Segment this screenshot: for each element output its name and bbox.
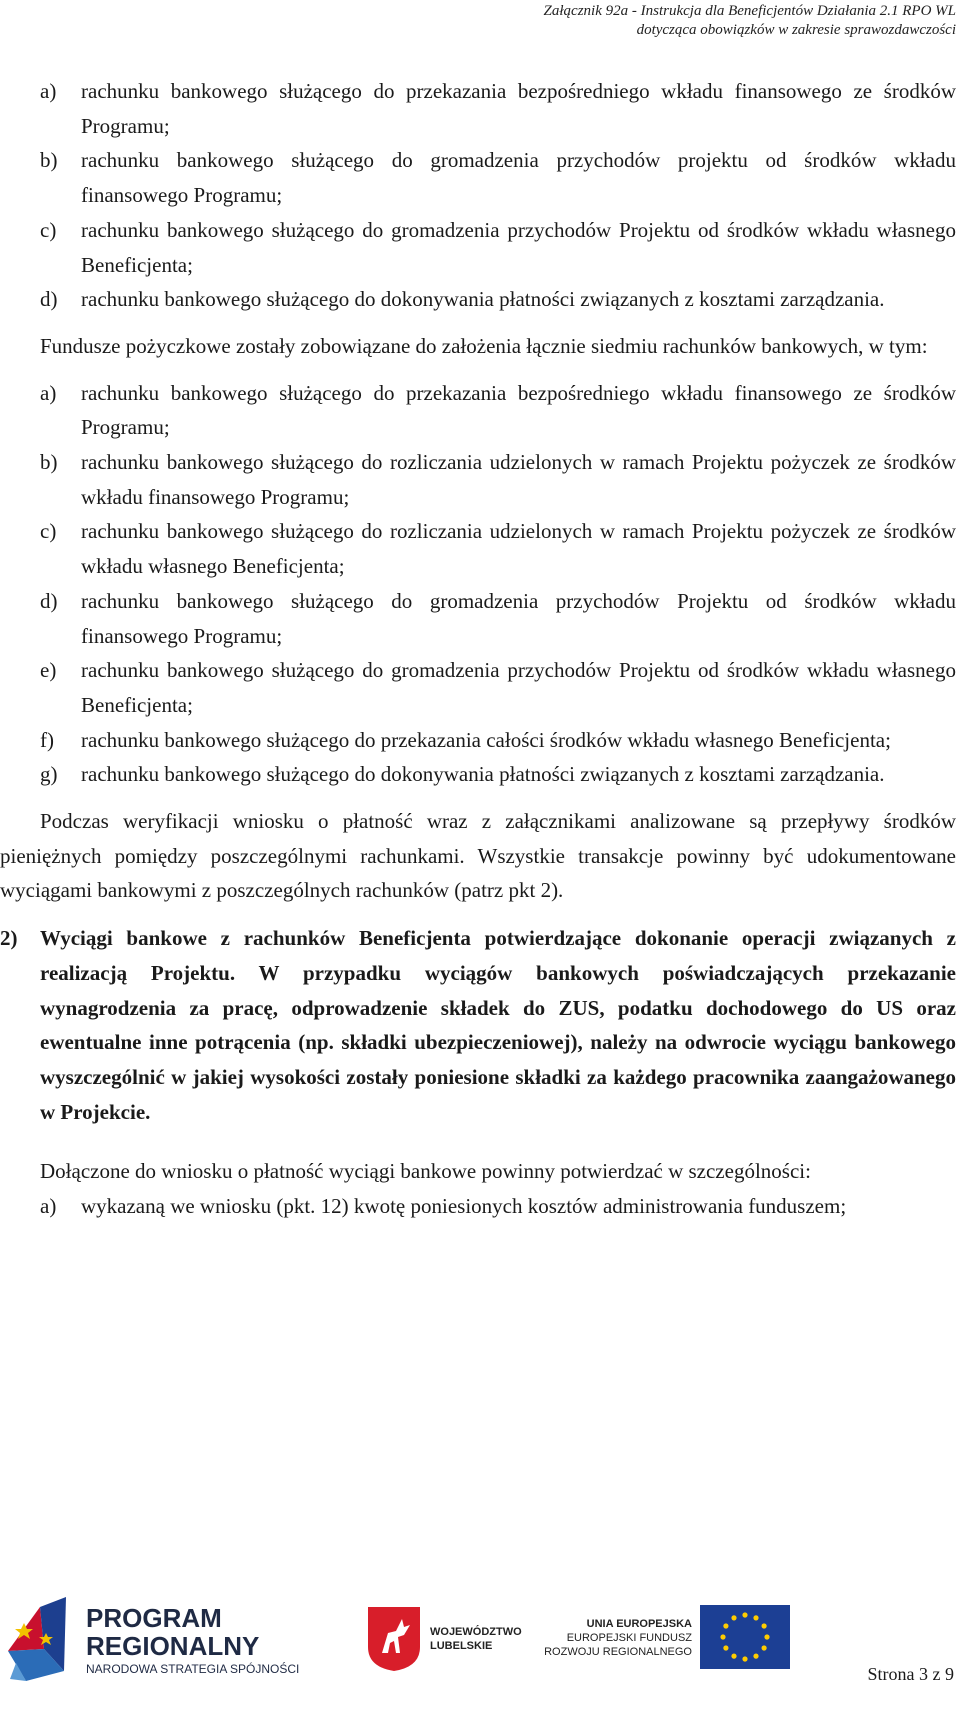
eu-star <box>723 1645 728 1650</box>
eu-star <box>753 1654 758 1659</box>
list-item: c) rachunku bankowego służącego do gromadzenia przychodów Projektu od środków wkładu własnego Beneficjenta; <box>40 217 956 277</box>
section-text: Wyciągi bankowe z rachunków Beneficjenta potwierdzające dokonanie operacji związanych z realizacją Projektu. W przypadku wyciągów bankowych poświadczających przekazanie wynagrodzenia za pracę, odprowadzenie składek do ZUS, podatku dochodowego do US oraz ewentualne inne potrącenia (np. składki ubezpieczeniowej), należy na odwrocie wyciągu bankowego wyszczególnić w jakiej wysokości zostały poniesione składki za każdego pracownika zaangażowanego w Projekcie. <box>40 926 956 1124</box>
page-number: Strona 3 z 9 <box>867 1664 954 1684</box>
list-item: c) rachunku bankowego służącego do rozliczania udzielonych w ramach Projektu pożyczek ze środków wkładu własnego Beneficjenta; <box>40 519 956 579</box>
eu-star <box>764 1634 769 1639</box>
list-item: f) rachunku bankowego służącego do przekazania całości środków wkładu własnego Beneficjenta; <box>40 727 891 752</box>
account-list-3 <box>0 1189 956 1224</box>
eu-star <box>731 1654 736 1659</box>
document-footer <box>0 1585 960 1685</box>
list-item: a) rachunku bankowego służącego do przekazania bezpośredniego wkładu finansowego ze środków Programu; <box>40 79 956 138</box>
account-list-1 <box>0 74 956 317</box>
svg-text:REGIONALNY: REGIONALNY <box>86 1631 260 1661</box>
paragraph-attached-statements: Dołączone do wniosku o płatność wyciągi bankowe powinny potwierdzać w szczególności: <box>40 1159 811 1184</box>
svg-text:NARODOWA STRATEGIA SPÓJNOŚCI: NARODOWA STRATEGIA SPÓJNOŚCI <box>86 1662 300 1676</box>
svg-text:EUROPEJSKI FUNDUSZ: EUROPEJSKI FUNDUSZ <box>566 1632 692 1644</box>
list-item: g) rachunku bankowego służącego do dokonywania płatności związanych z kosztami zarządzania. <box>40 762 885 787</box>
eu-star <box>723 1623 728 1628</box>
document-body <box>0 74 956 1224</box>
program-regionalny-logo <box>6 1593 336 1683</box>
eu-star <box>753 1615 758 1620</box>
eu-star <box>762 1645 767 1650</box>
eu-star <box>720 1634 725 1639</box>
svg-text:WOJEWÓDZTWO: WOJEWÓDZTWO <box>430 1626 522 1638</box>
eu-flag-logo <box>544 1603 820 1673</box>
header-line-2: dotycząca obowiązków w zakresie sprawozdawczości <box>636 22 956 38</box>
section-bank-statements: 2) Wyciągi bankowe z rachunków Beneficjenta potwierdzające dokonanie operacji związanych z realizacją Projektu. W przypadku wyciągów bankowych poświadczających przekazanie wynagrodzenia za pracę, odprowadzenie składek do ZUS, podatku dochodowego do US oraz ewentualne inne potrącenia (np. składki ubezpieczeniowej), należy na odwrocie wyciągu bankowego wyszczególnić w jakiej wysokości zostały poniesione składki za każdego pracownika zaangażowanego w Projekcie. <box>0 926 956 1124</box>
document-header <box>544 2 956 40</box>
account-list-2 <box>0 376 956 792</box>
eu-star <box>742 1612 747 1617</box>
svg-text:PROGRAM: PROGRAM <box>86 1603 222 1633</box>
svg-text:ROZWOJU REGIONALNEGO: ROZWOJU REGIONALNEGO <box>544 1646 692 1658</box>
list-item: a) rachunku bankowego służącego do przekazania bezpośredniego wkładu finansowego ze środków Programu; <box>40 380 956 440</box>
eu-star <box>762 1623 767 1628</box>
wojewodztwo-lubelskie-logo <box>364 1603 534 1673</box>
list-item: d) rachunku bankowego służącego do dokonywania płatności związanych z kosztami zarządzania. <box>40 287 885 312</box>
paragraph-loan-funds: Fundusze pożyczkowe zostały zobowiązane do założenia łącznie siedmiu rachunków bankowych, w tym: <box>40 333 928 358</box>
svg-text:LUBELSKIE: LUBELSKIE <box>430 1640 493 1652</box>
list-item: a) wykazaną we wniosku (pkt. 12) kwotę poniesionych kosztów administrowania funduszem; <box>40 1194 847 1219</box>
eu-star <box>731 1615 736 1620</box>
paragraph-verification: Podczas weryfikacji wniosku o płatność wraz z załącznikami analizowane są przepływy środków pieniężnych pomiędzy poszczególnymi rachunkami. Wszystkie transakcje powinny być udokumentowane wyciągami bankowymi z poszczególnych rachunków (patrz pkt 2). <box>0 809 956 903</box>
list-item: b) rachunku bankowego służącego do gromadzenia przychodów projektu od środków wkładu finansowego Programu; <box>40 148 956 208</box>
header-line-1: Załącznik 92a - Instrukcja dla Beneficjentów Działania 2.1 RPO WL <box>543 3 956 19</box>
eu-star <box>742 1656 747 1661</box>
svg-text:UNIA EUROPEJSKA: UNIA EUROPEJSKA <box>586 1618 692 1630</box>
list-item: d) rachunku bankowego służącego do gromadzenia przychodów Projektu od środków wkładu finansowego Programu; <box>40 588 956 648</box>
list-item: b) rachunku bankowego służącego do rozliczania udzielonych w ramach Projektu pożyczek ze środków wkładu finansowego Programu; <box>40 450 956 509</box>
list-item: e) rachunku bankowego służącego do gromadzenia przychodów Projektu od środków wkładu własnego Beneficjenta; <box>40 658 956 717</box>
